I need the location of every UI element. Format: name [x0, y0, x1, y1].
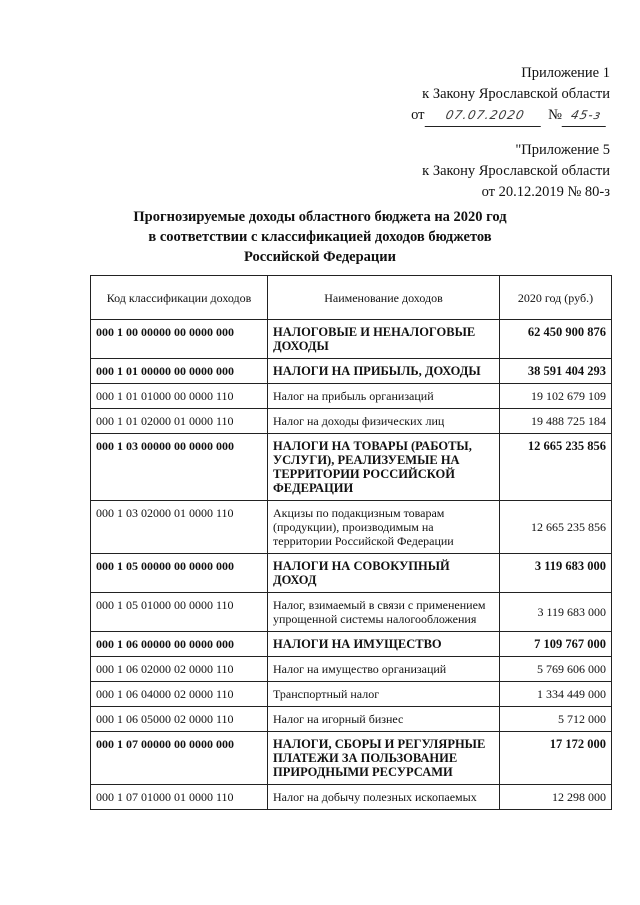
row-name: НАЛОГИ НА ИМУЩЕСТВО [268, 632, 500, 657]
row-amount: 17 172 000 [500, 732, 612, 785]
row-name: Налог, взимаемый в связи с применением упрощенной системы налогообложения [268, 593, 500, 632]
row-name: НАЛОГИ НА ПРИБЫЛЬ, ДОХОДЫ [268, 359, 500, 384]
row-name: НАЛОГИ НА ТОВАРЫ (РАБОТЫ, УСЛУГИ), РЕАЛИЗУЕМЫЕ НА ТЕРРИТОРИИ РОССИЙСКОЙ ФЕДЕРАЦИИ [268, 434, 500, 501]
table-row [91, 409, 612, 434]
table-row [91, 320, 612, 359]
handwritten-date: 07.07.2020 [424, 105, 545, 127]
table-row [91, 359, 612, 384]
row-amount: 5 769 606 000 [500, 657, 612, 682]
row-name: Налог на прибыль организаций [268, 384, 500, 409]
row-code: 000 1 03 02000 01 0000 110 [91, 501, 268, 554]
row-name: НАЛОГОВЫЕ И НЕНАЛОГОВЫЕ ДОХОДЫ [268, 320, 500, 359]
row-amount: 12 298 000 [500, 785, 612, 810]
table-row [91, 707, 612, 732]
table-row [91, 632, 612, 657]
table-row [91, 593, 612, 632]
table-row [91, 554, 612, 593]
row-code: 000 1 06 00000 00 0000 000 [91, 632, 268, 657]
row-code: 000 1 01 01000 00 0000 110 [91, 384, 268, 409]
header-amount: 2020 год (руб.) [500, 276, 612, 320]
row-amount: 1 334 449 000 [500, 682, 612, 707]
table-row [91, 785, 612, 810]
row-amount: 19 488 725 184 [500, 409, 612, 434]
row-code: 000 1 03 00000 00 0000 000 [91, 434, 268, 501]
row-amount: 7 109 767 000 [500, 632, 612, 657]
table-header-row [91, 276, 612, 320]
table-row [91, 384, 612, 409]
row-name: Налог на добычу полезных ископаемых [268, 785, 500, 810]
row-amount: 12 665 235 856 [500, 501, 612, 554]
row-code: 000 1 01 02000 01 0000 110 [91, 409, 268, 434]
table-row [91, 501, 612, 554]
row-name: НАЛОГИ НА СОВОКУПНЫЙ ДОХОД [268, 554, 500, 593]
header-code: Код классификации доходов [91, 276, 268, 320]
number-label: № [548, 107, 562, 123]
title-line-2: в соответствии с классификацией доходов бюджетов [148, 229, 492, 245]
row-code: 000 1 06 05000 02 0000 110 [91, 707, 268, 732]
table-row [91, 732, 612, 785]
row-name: Транспортный налог [268, 682, 500, 707]
row-code: 000 1 05 00000 00 0000 000 [91, 554, 268, 593]
table-row [91, 657, 612, 682]
row-amount: 3 119 683 000 [500, 593, 612, 632]
row-code: 000 1 07 00000 00 0000 000 [91, 732, 268, 785]
appendix-title: Приложение 1 [521, 65, 610, 81]
row-amount: 5 712 000 [500, 707, 612, 732]
previous-appendix-date: от 20.12.2019 № 80-з [481, 184, 610, 200]
row-amount: 3 119 683 000 [500, 554, 612, 593]
row-amount: 38 591 404 293 [500, 359, 612, 384]
header-name: Наименование доходов [268, 276, 500, 320]
row-amount: 12 665 235 856 [500, 434, 612, 501]
document-title [70, 207, 570, 267]
previous-appendix-header [422, 140, 610, 203]
row-name: Налог на игорный бизнес [268, 707, 500, 732]
previous-appendix-title: "Приложение 5 [515, 142, 610, 158]
revenue-table [90, 275, 612, 810]
row-code: 000 1 06 02000 02 0000 110 [91, 657, 268, 682]
previous-appendix-law: к Закону Ярославской области [422, 163, 610, 179]
row-name: НАЛОГИ, СБОРЫ И РЕГУЛЯРНЫЕ ПЛАТЕЖИ ЗА ПОЛЬЗОВАНИЕ ПРИРОДНЫМИ РЕСУРСАМИ [268, 732, 500, 785]
row-code: 000 1 01 00000 00 0000 000 [91, 359, 268, 384]
row-amount: 62 450 900 876 [500, 320, 612, 359]
row-code: 000 1 06 04000 02 0000 110 [91, 682, 268, 707]
row-name: Налог на доходы физических лиц [268, 409, 500, 434]
appendix-law: к Закону Ярославской области [422, 86, 610, 102]
row-amount: 19 102 679 109 [500, 384, 612, 409]
appendix-header [411, 63, 610, 127]
row-code: 000 1 05 01000 00 0000 110 [91, 593, 268, 632]
row-name: Акцизы по подакцизным товарам (продукции), производимым на территории Российской Федерации [268, 501, 500, 554]
from-label: от [411, 107, 425, 123]
title-line-1: Прогнозируемые доходы областного бюджета на 2020 год [133, 209, 507, 225]
row-name: Налог на имущество организаций [268, 657, 500, 682]
handwritten-number: 45-з [562, 105, 611, 127]
title-line-3: Российской Федерации [243, 249, 396, 265]
appendix-date-line [411, 105, 610, 127]
table-row [91, 434, 612, 501]
row-code: 000 1 00 00000 00 0000 000 [91, 320, 268, 359]
table-row [91, 682, 612, 707]
row-code: 000 1 07 01000 01 0000 110 [91, 785, 268, 810]
